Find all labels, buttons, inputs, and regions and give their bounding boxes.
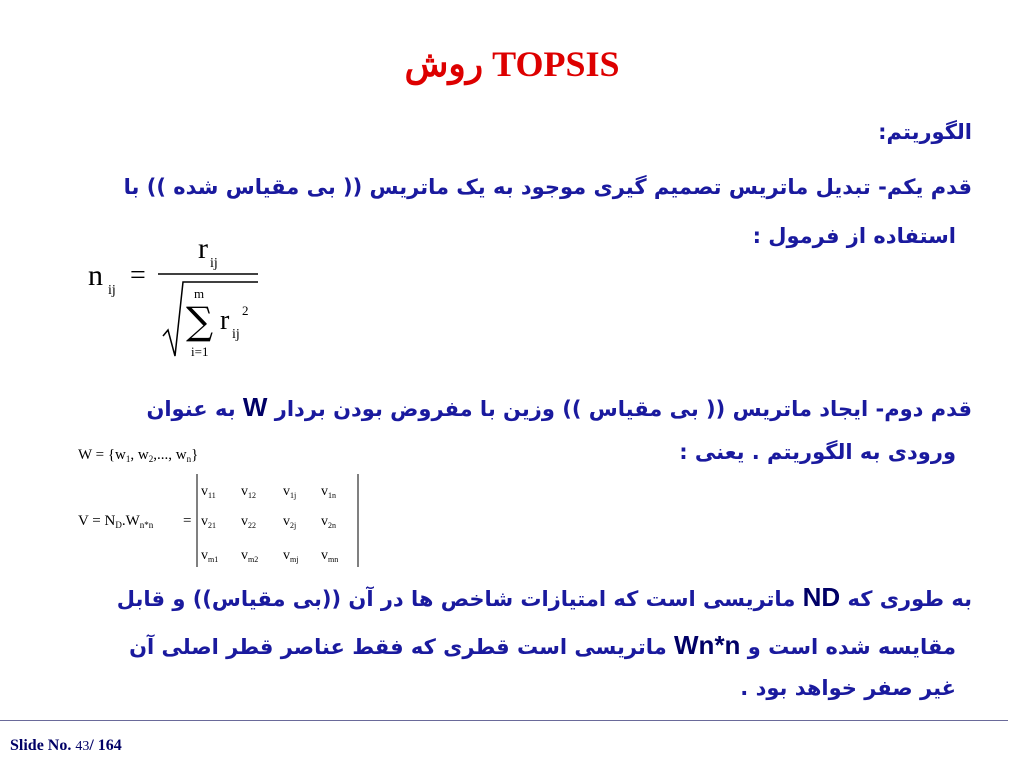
para3-line3: غیر صفر خواهد بود . [740,676,956,700]
matrix-cell: $v_{2j}$ [283,514,297,530]
wv-sub3: n [186,454,192,464]
denominator-sub: ij [232,327,240,342]
step1-line1: قدم یکم- تبدیل ماتریس تصمیم گیری موجود به یک ماتریس (( بی مقیاس شده )) با [123,175,972,199]
matrix-cell: $v_{m2}$ [241,548,259,564]
matrix-cell: $v_{2n}$ [321,514,336,530]
matrix-lhs-b: .W [121,513,140,529]
matrix-cell: $v_{1j}$ [283,484,297,500]
matrix-cell: $v_{mj}$ [283,548,299,564]
formula-lhs: n [88,259,103,292]
slide-number [10,737,122,755]
wv-sub1: 1 [125,454,131,464]
matrix-equals: = [183,513,192,529]
matrix-cell: $v_{22}$ [241,514,256,530]
matrix-lhs-a: V = N [78,513,116,529]
wv-sub2: 2 [148,454,154,464]
matrix-cells [201,484,338,564]
slide-title: روش TOPSIS [404,44,620,84]
sum-upper: m [194,286,205,301]
normalization-formula [80,228,280,363]
footer-divider [0,720,1008,721]
weighted-matrix-formula [78,472,378,572]
step2-line2: ورودی به الگوریتم . یعنی : [679,440,956,464]
matrix-nd: ND [802,582,841,612]
formula-equals: = [130,260,146,291]
matrix-lhs [78,513,154,530]
slide-total: 164 [97,737,122,754]
vector-w: W [242,392,268,422]
matrix-cell: $v_{11}$ [201,484,216,500]
algorithm-label: الگوریتم: [878,120,972,144]
slide-sep: / [89,737,98,754]
step2-line1 [146,392,972,423]
para3-line2-b: ماتریسی است قطری که فقط عناصر قطر اصلی آن [129,635,675,659]
wv-part3: ,..., w [153,447,187,463]
wv-close: } [191,447,199,463]
matrix-cell: $v_{mn}$ [321,548,339,564]
matrix-cell: $v_{12}$ [241,484,256,500]
wv-part2: , w [130,447,149,463]
weight-vector-formula [78,443,278,467]
step2-text-b: به عنوان [146,397,243,421]
matrix-wnn: Wn*n [674,630,741,660]
formula-numerator-sub: ij [210,256,218,271]
weight-vector-text [78,447,198,464]
sum-symbol: ∑ [186,299,214,343]
sum-lower: i=1 [191,344,209,359]
para3-text-b: ماتریسی است که امتیازات شاخص ها در آن ((بی مقیاس)) و قابل [116,587,803,611]
formula-lhs-sub: ij [108,283,116,298]
denominator-base: r [220,305,230,336]
wv-part1: W = {w [78,447,126,463]
para3-line2-a: مقایسه شده است و [740,635,956,659]
matrix-lhs-nn: n*n [139,520,154,530]
para3-text-a: به طوری که [840,587,972,611]
denominator-sup: 2 [242,303,249,318]
slide-number-label: Slide No. [10,737,76,754]
para3-line2 [129,630,956,661]
matrix-cell: $v_{m1}$ [201,548,219,564]
step2-text-a: قدم دوم- ایجاد ماتریس (( بی مقیاس )) وزین با مفروض بودن بردار [267,397,972,421]
matrix-lhs-d: D [115,520,122,530]
step1-line2: استفاده از فرمول : [752,224,956,248]
slide-current: 43 [75,739,90,754]
formula-numerator: r [198,232,208,265]
para3-line1 [117,582,972,613]
matrix-cell: $v_{21}$ [201,514,216,530]
matrix-cell: $v_{1n}$ [321,484,336,500]
